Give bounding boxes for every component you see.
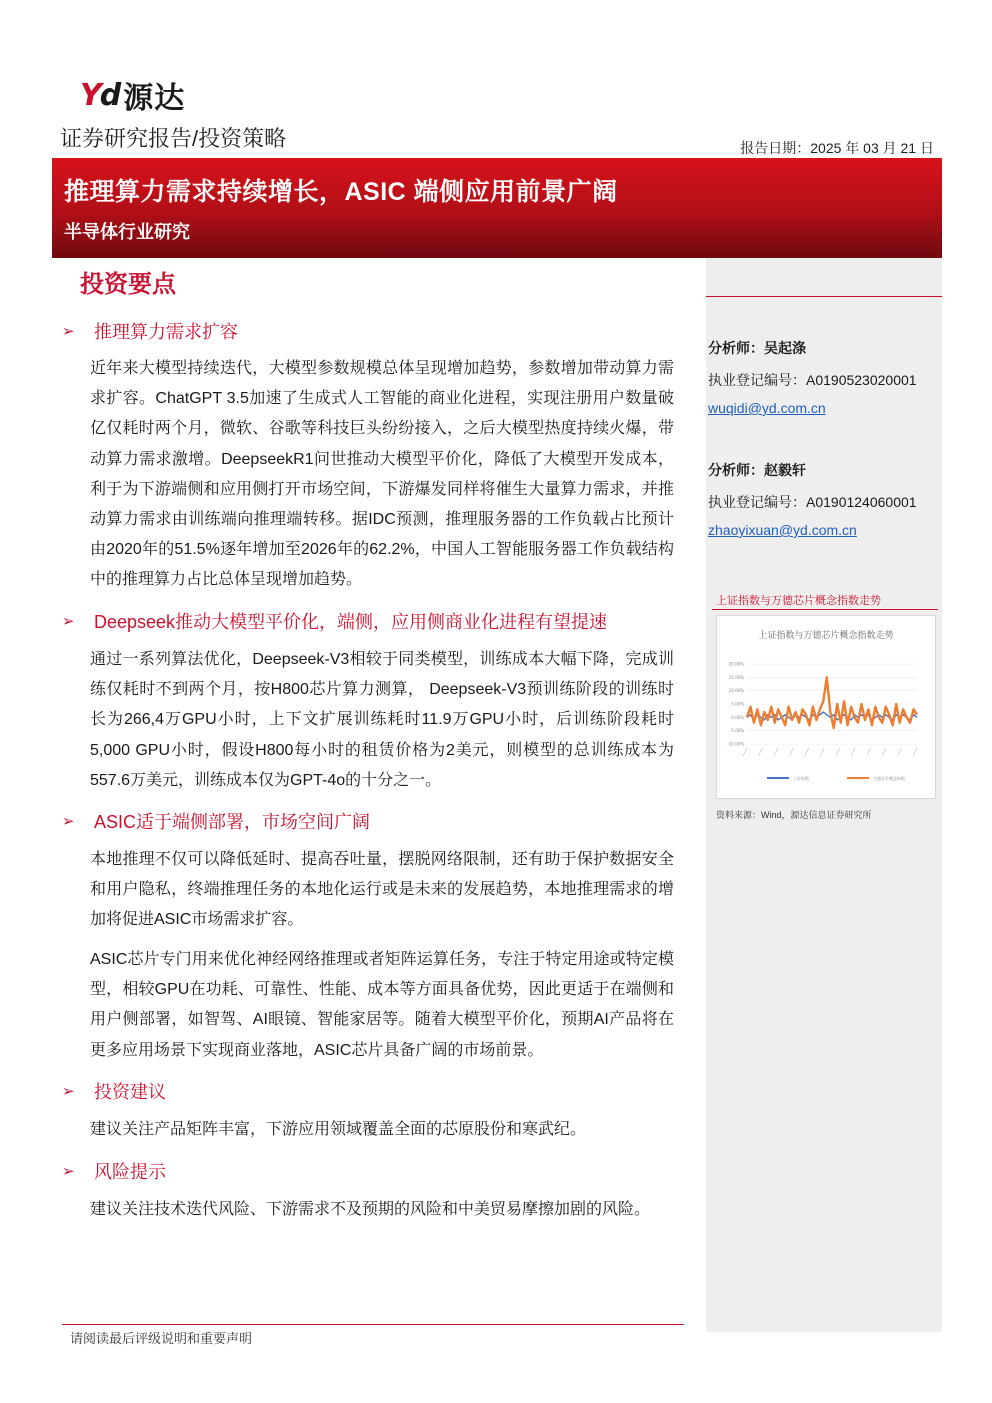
arrow-bullet-icon: ➢ [62,1083,75,1100]
report-date [740,138,934,158]
chart-source: 资料来源：Wind，源达信息证券研究所 [716,810,872,820]
chart-x-tick-mark [774,748,778,756]
arrow-bullet-icon: ➢ [62,1163,75,1180]
logo-mark [80,78,119,113]
chart-x-tick-mark [805,748,809,756]
bullet-title: 风险提示 [94,1162,166,1182]
chart-y-tick-label: 10.00% [728,688,744,694]
body-paragraph: 近年来大模型持续迭代，大模型参数规模总体呈现增加趋势，参数增加带动算力需求扩容。ChatGPT 3.5加速了生成式人工智能的商业化进程，实现注册用户数量破亿仅耗时两个月，微软、谷歌等科技巨头纷纷接入，之后大模型热度持续火爆，带动算力需求激增。DeepseekR1问世推动大模型平价化，降低了大模型开发成本，利于为下游端侧和应用侧打开市场空间，下游爆发同样将催生大量算力需求，并推动算力需求由训练端向推理端转移。据IDC预测，推理服务器的工作负载占比预计由2020年的51.5%逐年增加至2026年的62.2%，中国人工智能服务器工作负载结构中的推理算力占比总体呈现增加趋势。 [90,360,674,589]
report-title: 推理算力需求持续增长，ASIC 端侧应用前景广阔 [64,178,618,206]
bullet-heading [62,808,370,834]
chart-y-tick-label: 0.00% [731,714,744,720]
analyst-name: 分析师：赵毅轩 [708,462,806,478]
report-type: 证券研究报告/投资策略 [60,126,287,151]
body-paragraph: 通过一系列算法优化，Deepseek-V3相较于同类模型，训练成本大幅下降，完成训练仅耗时不到两个月，按H800芯片算力测算， Deepseek-V3预训练阶段的训练时长为266,4万GPU小时，上下文扩展训练耗时11.9万GPU小时，后训练阶段耗时5,000 GPU小时，假设H800每小时的租赁价格为2美元，则模型的总训练成本为557.6万美元，训练成本仅为GPT-4o的十分之一。 [90,651,674,789]
sidebar-divider [706,296,942,297]
chart-caption-divider [712,609,938,610]
arrow-bullet-icon: ➢ [62,613,75,630]
analyst-card [708,338,917,416]
chart-x-tick-mark [743,748,747,756]
arrow-bullet-icon: ➢ [62,323,75,340]
bullet-title: ASIC适于端侧部署，市场空间广阔 [94,812,371,832]
chart-x-tick-mark [898,748,902,756]
bullet-heading [62,608,607,634]
bullet-heading [62,1158,166,1184]
chart-series-line [747,677,917,728]
chart-x-tick-mark [836,748,840,756]
analyst-reg-number: 执业登记编号：A0190124060001 [708,494,917,510]
bullet-title: 推理算力需求扩容 [94,322,238,342]
analyst-reg-number: 执业登记编号：A0190523020001 [708,372,917,388]
bullet-heading [62,318,238,344]
title-banner [52,158,942,258]
chart-y-tick-label: -10.00% [727,741,744,747]
chart-x-tick-mark [758,748,762,756]
chart-x-tick-mark [867,748,871,756]
chart-y-tick-label: 5.00% [731,701,744,707]
body-paragraph: 本地推理不仅可以降低延时、提高吞吐量，摆脱网络限制，还有助于保护数据安全和用户隐私，终端推理任务的本地化运行或是未来的发展趋势，本地推理需求的增加将促进ASIC市场需求扩容。 [90,851,674,929]
chart-x-tick-mark [789,748,793,756]
chart-y-tick-label: 20.00% [728,661,744,667]
chart-y-tick-label: -5.00% [729,728,744,734]
report-date-label: 报告日期： [740,140,811,156]
chart-legend-label: 万德芯片概念指数 [873,776,905,781]
report-date-value: 2025 年 03 月 21 日 [810,140,934,156]
arrow-bullet-icon: ➢ [62,813,75,830]
analyst-email-link[interactable]: wuqidi@yd.com.cn [708,400,826,416]
index-chart [716,615,936,799]
body-paragraph: 建议关注技术迭代风险、下游需求不及预期的风险和中美贸易摩擦加剧的风险。 [90,1201,651,1218]
analyst-card [708,460,917,538]
bullet-title: 投资建议 [94,1082,166,1102]
body-paragraph: ASIC芯片专门用来优化神经网络推理或者矩阵运算任务，专注于特定用途或特定模型，相较GPU在功耗、可靠性、性能、成本等方面具备优势，因此更适于在端侧和用户侧部署，如智驾、AI眼镜、智能家居等。随着大模型平价化，预期AI产品将在更多应用场景下实现商业落地，ASIC芯片具备广阔的市场前景。 [90,951,674,1059]
section-heading: 投资要点 [80,271,176,298]
footer-divider [62,1324,684,1325]
body-paragraph: 建议关注产品矩阵丰富，下游应用领域覆盖全面的芯原股份和寒武纪。 [90,1121,587,1138]
chart-title: 上证指数与万德芯片概念指数走势 [758,631,894,641]
chart-y-tick-label: 15.00% [728,674,744,680]
chart-x-tick-mark [882,748,886,756]
chart-x-tick-mark [913,748,917,756]
chart-x-tick-mark [851,748,855,756]
brand-name: 源达 [123,81,186,116]
bullet-heading [62,1078,166,1104]
logo-mark-y: Y [80,77,100,113]
footer-disclaimer: 请阅读最后评级说明和重要声明 [70,1331,253,1346]
chart-caption: 上证指数与万德芯片概念指数走势 [716,595,881,607]
logo-mark-d: d [99,77,120,113]
bullet-title: Deepseek推动大模型平价化，端侧，应用侧商业化进程有望提速 [94,612,608,632]
chart-x-tick-mark [820,748,824,756]
brand-logo [80,77,186,116]
report-subtitle: 半导体行业研究 [64,222,190,242]
index-chart-svg [717,616,935,798]
analyst-email-link[interactable]: zhaoyixuan@yd.com.cn [708,522,857,538]
analyst-name: 分析师：吴起涤 [708,340,806,356]
chart-legend-label: 上证指数 [793,776,809,781]
